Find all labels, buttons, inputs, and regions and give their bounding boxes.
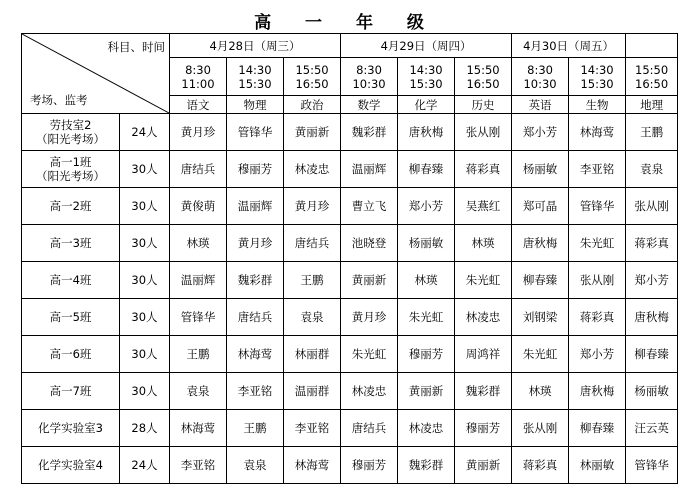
proctor-cell: 林凌忠 xyxy=(455,299,512,336)
proctor-cell: 李亚铭 xyxy=(569,151,626,188)
room-cell xyxy=(22,262,120,299)
session-start-time: 14:30 xyxy=(409,62,443,77)
proctor-cell: 管锋华 xyxy=(569,188,626,225)
subject-header: 化学 xyxy=(398,96,455,114)
student-count-cell: 24人 xyxy=(120,114,170,151)
proctor-cell: 穆丽芳 xyxy=(227,151,284,188)
proctor-cell: 李亚铭 xyxy=(227,373,284,410)
proctor-cell: 林瑛 xyxy=(398,262,455,299)
corner-label-room-proctor: 考场、监考 xyxy=(30,93,88,107)
table-row xyxy=(22,114,678,151)
proctor-cell: 林凌忠 xyxy=(341,373,398,410)
day-header-blank xyxy=(626,34,678,58)
room-cell xyxy=(22,114,120,151)
proctor-cell: 朱光虹 xyxy=(398,299,455,336)
proctor-cell: 郑小芳 xyxy=(626,262,678,299)
room-name: 高一4班 xyxy=(49,273,92,287)
proctor-cell: 汪云英 xyxy=(626,410,678,447)
room-name: 化学实验室3 xyxy=(38,421,103,435)
proctor-cell: 温丽辉 xyxy=(341,151,398,188)
session-start-time: 15:50 xyxy=(295,62,329,77)
room-name: 劳技室2 xyxy=(49,118,92,132)
proctor-cell: 黄俊萌 xyxy=(170,188,227,225)
proctor-cell: 朱光虹 xyxy=(455,262,512,299)
student-count-cell: 30人 xyxy=(120,336,170,373)
room-name: 高一3班 xyxy=(49,236,92,250)
proctor-cell: 郑小芳 xyxy=(569,336,626,373)
proctor-cell: 林海莺 xyxy=(170,410,227,447)
session-end-time: 10:30 xyxy=(523,76,557,91)
student-count-cell: 28人 xyxy=(120,410,170,447)
proctor-cell: 王鹏 xyxy=(626,114,678,151)
proctor-cell: 朱光虹 xyxy=(512,336,569,373)
proctor-cell: 李亚铭 xyxy=(170,447,227,484)
session-time-cell xyxy=(455,58,512,96)
proctor-cell: 王鹏 xyxy=(284,262,341,299)
student-count-cell: 30人 xyxy=(120,225,170,262)
student-count-cell: 30人 xyxy=(120,151,170,188)
proctor-cell: 吴燕红 xyxy=(455,188,512,225)
student-count-cell: 24人 xyxy=(120,447,170,484)
proctor-cell: 杨丽敏 xyxy=(398,225,455,262)
session-time-cell xyxy=(512,58,569,96)
session-time-cell xyxy=(569,58,626,96)
proctor-cell: 柳春臻 xyxy=(398,151,455,188)
proctor-cell: 唐秋梅 xyxy=(626,299,678,336)
proctor-cell: 林凌忠 xyxy=(398,410,455,447)
proctor-cell: 张从刚 xyxy=(455,114,512,151)
proctor-cell: 池晓登 xyxy=(341,225,398,262)
session-end-time: 16:50 xyxy=(466,76,500,91)
proctor-cell: 柳春臻 xyxy=(512,262,569,299)
session-end-time: 15:30 xyxy=(409,76,443,91)
proctor-cell: 穆丽芳 xyxy=(398,336,455,373)
table-row xyxy=(22,336,678,373)
room-cell xyxy=(22,299,120,336)
room-name: 化学实验室4 xyxy=(38,458,103,472)
room-cell xyxy=(22,336,120,373)
proctor-cell: 袁泉 xyxy=(227,447,284,484)
session-start-time: 14:30 xyxy=(238,62,272,77)
proctor-cell: 林瑛 xyxy=(455,225,512,262)
proctor-cell: 郑小芳 xyxy=(398,188,455,225)
room-cell xyxy=(22,410,120,447)
proctor-cell: 魏彩群 xyxy=(227,262,284,299)
proctor-cell: 黄月珍 xyxy=(170,114,227,151)
session-time-cell xyxy=(398,58,455,96)
proctor-cell: 管锋华 xyxy=(626,447,678,484)
proctor-cell: 朱光虹 xyxy=(569,225,626,262)
room-name: 高一6班 xyxy=(49,347,92,361)
proctor-cell: 王鹏 xyxy=(170,336,227,373)
exam-schedule-table xyxy=(21,33,678,484)
proctor-cell: 唐结兵 xyxy=(341,410,398,447)
table-row xyxy=(22,262,678,299)
session-start-time: 8:30 xyxy=(185,62,211,77)
proctor-cell: 温丽群 xyxy=(284,373,341,410)
room-name: 高一1班 xyxy=(49,155,92,169)
proctor-cell: 蒋彩真 xyxy=(455,151,512,188)
room-cell xyxy=(22,151,120,188)
subject-header: 数学 xyxy=(341,96,398,114)
proctor-cell: 穆丽芳 xyxy=(341,447,398,484)
room-note: （阳光考场） xyxy=(36,132,105,146)
page-title: 高 一 年 级 xyxy=(254,13,438,33)
day-header-apr29: 4月29日（周四） xyxy=(341,34,512,58)
subject-header: 政治 xyxy=(284,96,341,114)
session-start-time: 15:50 xyxy=(466,62,500,77)
proctor-cell: 王鹏 xyxy=(227,410,284,447)
session-end-time: 16:50 xyxy=(635,76,669,91)
proctor-cell: 蒋彩真 xyxy=(512,447,569,484)
subject-header: 地理 xyxy=(626,96,678,114)
session-start-time: 8:30 xyxy=(356,62,382,77)
proctor-cell: 郑小芳 xyxy=(512,114,569,151)
proctor-cell: 穆丽芳 xyxy=(455,410,512,447)
room-cell xyxy=(22,225,120,262)
proctor-cell: 林凌忠 xyxy=(284,151,341,188)
proctor-cell: 刘钢梁 xyxy=(512,299,569,336)
subject-header: 生物 xyxy=(569,96,626,114)
proctor-cell: 唐结兵 xyxy=(227,299,284,336)
proctor-cell: 黄丽新 xyxy=(455,447,512,484)
proctor-cell: 黄月珍 xyxy=(284,188,341,225)
room-name: 高一7班 xyxy=(49,384,92,398)
table-row xyxy=(22,299,678,336)
session-end-time: 15:30 xyxy=(238,76,272,91)
session-time-cell xyxy=(227,58,284,96)
session-end-time: 10:30 xyxy=(352,76,386,91)
subject-header: 历史 xyxy=(455,96,512,114)
proctor-cell: 杨丽敏 xyxy=(512,151,569,188)
room-note: （阳光考场） xyxy=(36,169,105,183)
proctor-cell: 林瑛 xyxy=(512,373,569,410)
proctor-cell: 唐结兵 xyxy=(170,151,227,188)
proctor-cell: 黄月珍 xyxy=(341,299,398,336)
subject-header: 物理 xyxy=(227,96,284,114)
proctor-cell: 魏彩群 xyxy=(398,447,455,484)
table-row xyxy=(22,373,678,410)
proctor-cell: 林海莺 xyxy=(569,114,626,151)
room-name: 高一5班 xyxy=(49,310,92,324)
student-count-cell: 30人 xyxy=(120,299,170,336)
session-start-time: 8:30 xyxy=(527,62,553,77)
proctor-cell: 唐秋梅 xyxy=(512,225,569,262)
proctor-cell: 林丽群 xyxy=(284,336,341,373)
proctor-cell: 唐秋梅 xyxy=(569,373,626,410)
student-count-cell: 30人 xyxy=(120,188,170,225)
proctor-cell: 管锋华 xyxy=(227,114,284,151)
proctor-cell: 曹立飞 xyxy=(341,188,398,225)
table-row xyxy=(22,151,678,188)
session-start-time: 14:30 xyxy=(580,62,614,77)
room-cell xyxy=(22,447,120,484)
session-time-cell xyxy=(341,58,398,96)
proctor-cell: 张从刚 xyxy=(626,188,678,225)
proctor-cell: 袁泉 xyxy=(170,373,227,410)
day-header-apr28: 4月28日（周三） xyxy=(170,34,341,58)
proctor-cell: 黄丽新 xyxy=(398,373,455,410)
session-start-time: 15:50 xyxy=(635,62,669,77)
session-end-time: 11:00 xyxy=(181,76,215,91)
proctor-cell: 蒋彩真 xyxy=(569,299,626,336)
proctor-cell: 柳春臻 xyxy=(626,336,678,373)
proctor-cell: 林海莺 xyxy=(227,336,284,373)
proctor-cell: 郑可晶 xyxy=(512,188,569,225)
proctor-cell: 温丽辉 xyxy=(170,262,227,299)
proctor-cell: 黄丽新 xyxy=(284,114,341,151)
subject-header: 英语 xyxy=(512,96,569,114)
session-end-time: 15:30 xyxy=(580,76,614,91)
session-time-cell xyxy=(626,58,678,96)
proctor-cell: 李亚铭 xyxy=(284,410,341,447)
corner-header-cell xyxy=(22,34,170,114)
table-row xyxy=(22,447,678,484)
proctor-cell: 柳春臻 xyxy=(569,410,626,447)
day-header-apr30: 4月30日（周五） xyxy=(512,34,626,58)
proctor-cell: 唐结兵 xyxy=(284,225,341,262)
proctor-cell: 林丽敏 xyxy=(569,447,626,484)
room-name: 高一2班 xyxy=(49,199,92,213)
proctor-cell: 袁泉 xyxy=(284,299,341,336)
proctor-cell: 林海莺 xyxy=(284,447,341,484)
proctor-cell: 张从刚 xyxy=(512,410,569,447)
student-count-cell: 30人 xyxy=(120,262,170,299)
session-end-time: 16:50 xyxy=(295,76,329,91)
proctor-cell: 魏彩群 xyxy=(455,373,512,410)
table-row xyxy=(22,410,678,447)
proctor-cell: 周鸿祥 xyxy=(455,336,512,373)
session-time-cell xyxy=(284,58,341,96)
proctor-cell: 袁泉 xyxy=(626,151,678,188)
room-cell xyxy=(22,373,120,410)
proctor-cell: 管锋华 xyxy=(170,299,227,336)
proctor-cell: 蒋彩真 xyxy=(626,225,678,262)
proctor-cell: 朱光虹 xyxy=(341,336,398,373)
proctor-cell: 杨丽敏 xyxy=(626,373,678,410)
table-row xyxy=(22,225,678,262)
proctor-cell: 温丽辉 xyxy=(227,188,284,225)
room-cell xyxy=(22,188,120,225)
proctor-cell: 林瑛 xyxy=(170,225,227,262)
corner-label-subject-time: 科目、时间 xyxy=(107,40,165,54)
subject-header: 语文 xyxy=(170,96,227,114)
student-count-cell: 30人 xyxy=(120,373,170,410)
proctor-cell: 黄月珍 xyxy=(227,225,284,262)
session-time-cell xyxy=(170,58,227,96)
table-row xyxy=(22,188,678,225)
proctor-cell: 魏彩群 xyxy=(341,114,398,151)
proctor-cell: 唐秋梅 xyxy=(398,114,455,151)
proctor-cell: 黄丽新 xyxy=(341,262,398,299)
proctor-cell: 张从刚 xyxy=(569,262,626,299)
